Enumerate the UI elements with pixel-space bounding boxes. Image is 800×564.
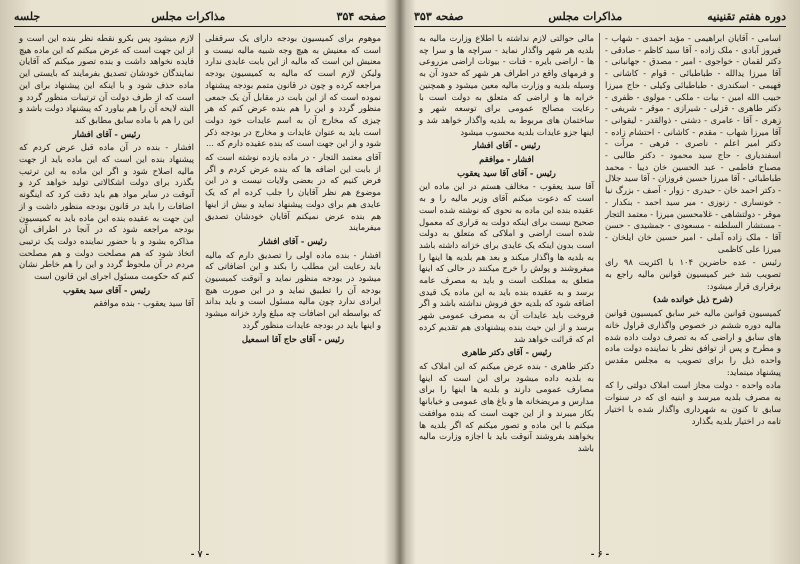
paragraph: افشار - بنده ماده اولی را تصدیق دارم که مالیه باید رعایت این مطلب را بکند و این اضافاتی که میشود در بودجه منظور نماید و آنوقت کمیسیون بودجه آن را تطبیق نماید و در این صورت هیچ ایرادی ندارد چون مالیه مسئول است و باید بداند که بواسطه این اضافات چه مبلغ وارد خزانه میشود و اینها باید در بودجه عایدات منظور گردد [205,249,381,330]
speaker-label: رئیس - آقای افشار [472,140,541,151]
left-page-column-left [14,33,200,551]
left-page-footer-number: - ۷ - [190,550,210,560]
speaker-label: (شرح ذیل خوانده شد) [652,294,734,305]
right-page-session: دوره هفتم تقنینیه [707,9,786,23]
paragraph: رئیس - عده حاضرین ۱۰۴ با اکثریت ۹۸ رای تصویب شد خبر کمیسیون قوانین مالیه راجع به برقراری قرار میشود: [605,257,781,291]
right-page-title: مذاکرات مجلس [548,9,623,23]
right-page-column-right [600,33,786,551]
left-page-number: صفحه ۳۵۴ [336,9,386,23]
book-spine-shadow [394,0,406,564]
speaker-label: رئیس - آقای حاج آقا اسمعیل [241,333,345,344]
speaker-label: رئیس - آقای آقا سید یعقوب [457,167,556,178]
left-page-footer [0,550,400,560]
right-page-footer [400,550,800,560]
right-page [400,0,800,564]
paragraph: موهوم برای کمیسیون بودجه دارای یک سرقفلی است که معنیش به هیچ وجه شبیه مالیه نیست و معنیش این است که مالیه از این بابت عایدی ندارد ولیکن لازم است که مالیه به کمیسیون بودجه مراجعه کرده و چون در قانون متمم بودجه پیشنهاد نموده است که از این بابت در مقابل آن یک جمعی منظور گردد و این را هم بنده عرض کنم که هر چیزی که مخارج آن به اسم عایدات خود دولت است باید به عنوان عایدات و مخارج در بودجه ذکر شود و از این جهت است که بنده عقیده دارم که ... [205,33,381,149]
right-page-columns [414,33,786,551]
paragraph: لازم میشود پس بکرو نقطه نظر بنده این است و از این جهت است که عرض میکنم که این ماده هیچ فایده نخواهد داشت و بنده تصور میکنم که آقایان نمایندگان خودشان تصدیق بفرمایند که بایستی این ماده حذف شود و با اینکه این پیشنهاد برای این است که از طرف دولت آن ترتیبات منظور گردد و البته لایحه آن را هم بیاورد که پیشنهاد دولت باشد و این را هم با ماده سابق مطابق کند [19,33,194,125]
right-page-footer-number: - ۶ - [590,550,610,560]
right-page-number: صفحه ۳۵۳ [414,9,464,23]
paragraph: دکتر طاهری - بنده عرض میکنم که این املاک که به بلدیه داده میشود برای این است که اینها مصارف عمومی دارند و بلدیه ها اینها را برای مدارس و مریضخانه ها و باغ های عمومی و خیابانها بکار میبرند و از این جهت است که بنده موافقت میکنم با این ماده و تصور میکنم که اگر بلدیه ها بخواهند بفروشند آنوقت باید با اجازه وزارت مالیه باشد [419,360,594,453]
paragraph: اسامی - آقایان ابراهیمی - مؤید احمدی - شهاب - فیروز آبادی - ملک زاده - آقا سید کاظم - صادقی - دکتر لقمان - خواجوی - امیر - مصدق - جهانبانی - آقا میرزا یدالله - طباطبائی - قوام - کاشانی - فهیمی - اسکندری - طباطبائی وکیلی - حاج میرزا حبیب الله امین - بیات - ملکی - مولوی - ظفری - دکتر طاهری - قزلی - شیرازی - موقر - شریفی - زهری - آقا - عامری - دشتی - ذوالقدر - لیقوانی - آقا میرزا شهاب - مقدم - کاشانی - احتشام زاده - دکتر امیر اعلم - ناصری - فرهی - مرآت - اسفندیاری - حاج سید محمود - دکتر طالبی - مصباح فاطمی - عبد الحسین خان دیبا - محمد طباطبائی - آقا میرزا حسین فروزان - آقا سید جلال - دکتر احمد خان - حیدری - زوار - آصف - بزرگ نیا - خونساری - زنوزی - میر سید احمد - بنکدار - موقر - دولتشاهی - غلامحسین میرزا - معتمد التجار - مستشار السلطنه - مسعودی - جمشیدی - حسن آقا - ملک زاده آملی - امیر حسین خان ایلخان - میرزا علی کاظمی [605,33,781,254]
right-page-column-left [414,33,600,551]
left-page-title: مذاکرات مجلس [151,9,226,23]
speaker-label: رئیس - آقای افشار [259,235,327,246]
speaker-label: رئیس - آقای افشار [72,128,141,139]
speaker-label: افشار - موافقم [479,154,534,165]
paragraph: آقا سید یعقوب - مخالف هستم در این ماده این است که دعوت میکنم آقای وزیر مالیه را و به عقیده بنده این ماده به نحوی که نوشته شده است صحیح نیست برای اینکه دولت به قراری که معمول شده است اراضی و املاکی که متعلق به دولت است بدون اینکه یک عایدی برای خزانه داشته باشد به بلدیه ها واگذار میکند و بعد هم بلدیه ها اینها را میفروشند و پولش را خرج میکنند در حالی که اینها متعلق به مملکت است و باید به مصرف عامه برسد و به عقیده بنده باید به این ماده یک قیدی اضافه شود که بلدیه حق فروش نداشته باشد و اگر فروخت باید عایدات آن به مصرف عمومی شهر برسد و از این حیث بنده پیشنهادی هم تقدیم کرده ام که قرائت خواهد شد [419,181,594,344]
left-page-session: جلسه [14,9,41,23]
paragraph: آقا سید یعقوب - بنده موافقم [93,298,194,309]
left-page-columns [14,33,386,551]
paragraph: آقای معتمد التجار - در ماده یازده نوشته است که از بابت این اضافه ها که بنده عرض کردم و اگر فرض کنیم که در بعضی ولایات نیست و در این موضوع هم نظر آقایان را جلب کرده ام که یک عایدی هم برای دولت پیشنهاد نماید و بیش از اینها هم بنده عرض نمیکنم آقایان خودشان تصدیق میفرمایند [205,152,381,233]
speaker-label: رئیس - آقای سید یعقوب [63,284,150,295]
right-page-header [414,8,786,27]
paragraph: کمیسیون قوانین مالیه خبر سابق کمیسیون قوانین مالیه دوره ششم در خصوص واگذاری قراول خانه های سابق و اراضی که به تصرف دولت داده شده و مطرح و پس از توافق نظر با نماینده دولت ماده واحده ذیل را برای تصویب به مجلس مقدس پیشنهاد مینماید: [605,308,781,377]
left-page-column-right [200,33,386,551]
paragraph: افشار - بنده در آن ماده قبل عرض کردم که پیشنهاد بنده این است که این ماده باید از جهت مالیه اصلاح شود و اگر این ماده به این ترتیب بگذرد برای دولت اشکالاتی تولید خواهد کرد و آنوقت در سایر مواد هم باید دقت کرد که اینگونه اضافات را باید در قانون بودجه منظور داشت و از این جهت به عقیده بنده این ماده باید به کمیسیون بودجه مراجعه شود که در آنجا در اطراف آن مذاکره بشود و با حضور نماینده دولت یک ترتیبی اتخاذ شود که هم مصلحت دولت و هم مصلحت مردم در آن ملحوظ گردد و این را هم خاطر نشان کنم که حکومت مسئول اجرای این قانون است [19,142,194,282]
paragraph: ماده واحده - دولت مجاز است املاک دولتی را که به مصرف بلدیه میرسد و ابنیه ای که در سنوات سابق تا کنون به شهرداری واگذار شده با اختیار تامه در اختیار بلدیه بگذارد [605,380,781,426]
paragraph: مالی حوالتی لازم نداشته با اطلاع وزارت مالیه به بلدیه هر شهر واگذار نماید - سراچه ها و سرا چه ها - اراضی بایره - قنات - بیوتات اراضی مزروعی و فرمهای واقع در اطراف هر شهر که حدود آن به وسیله بلدیه و وزارت مالیه معین میشود و همچنین خرابه ها و اراضی که متعلق به دولت است با رعایت مصالح عمومی برای توسعه شهر و ساختمان های مربوط به بلدیه واگذار خواهد شد و اینها جزو عایدات بلدیه محسوب میشود [419,33,594,137]
left-page-header [14,8,386,27]
speaker-label: رئیس - آقای دکتر طاهری [461,347,552,358]
